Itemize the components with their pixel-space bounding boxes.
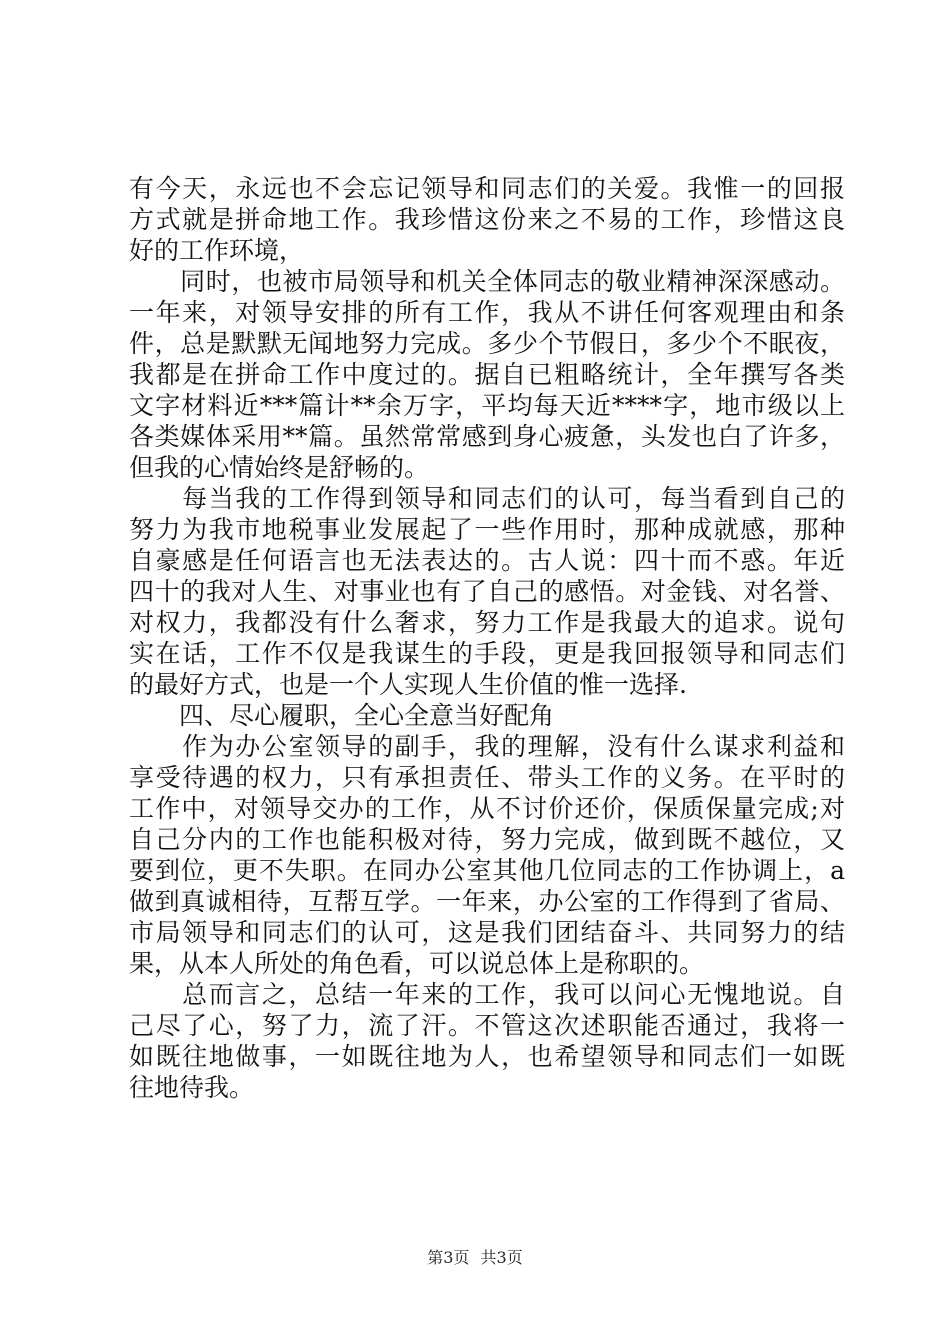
text-line: 如既往地做事，一如既往地为人，也希望领导和同志们一如既 — [129, 1042, 845, 1071]
text-line: 己尽了心，努了力，流了汗。不管这次述职能否通过，我将一 — [129, 1011, 845, 1040]
text-line: 同时，也被市局领导和机关全体同志的敬业精神深深感动。 — [129, 267, 845, 296]
text-line: 四十的我对人生、对事业也有了自己的感悟。对金钱、对名誉、 — [129, 577, 845, 606]
text-line: 市局领导和同志们的认可，这是我们团结奋斗、共同努力的结 — [129, 918, 845, 947]
text-line: 总而言之，总结一年来的工作，我可以问心无愧地说。自 — [129, 980, 845, 1009]
page-footer — [0, 1248, 950, 1268]
text-line: 自己分内的工作也能积极对待，努力完成，做到既不越位，又 — [129, 825, 845, 854]
text-line: 实在话，工作不仅是我谋生的手段，更是我回报领导和同志们 — [129, 639, 845, 668]
text-line: 有今天，永远也不会忘记领导和同志们的关爱。我惟一的回报 — [129, 174, 845, 203]
text-line: 我都是在拼命工作中度过的。据自已粗略统计，全年撰写各类 — [129, 360, 845, 389]
text-line: 工作中，对领导交办的工作，从不讨价还价，保质保量完成;对 — [129, 794, 845, 823]
text-line: 每当我的工作得到领导和同志们的认可，每当看到自己的 — [129, 484, 845, 513]
text-line: 的最好方式，也是一个人实现人生价值的惟一选择. — [129, 670, 687, 699]
text-line: 一年来，对领导安排的所有工作，我从不讲任何客观理由和条 — [129, 298, 845, 327]
text-line: 要到位，更不失职。在同办公室其他几位同志的工作协调上，a — [129, 856, 845, 885]
text-line: 方式就是拼命地工作。我珍惜这份来之不易的工作，珍惜这良 — [129, 205, 845, 234]
page-number: 第3页 — [427, 1248, 470, 1267]
text-line: 做到真诚相待，互帮互学。一年来，办公室的工作得到了省局、 — [129, 887, 845, 916]
text-line: 努力为我市地税事业发展起了一些作用时，那种成就感，那种 — [129, 515, 845, 544]
text-line: 好的工作环境， — [129, 236, 305, 265]
text-line: 文字材料近***篇计**余万字，平均每天近****字，地市级以上 — [129, 391, 845, 420]
text-line: 享受待遇的权力，只有承担责任、带头工作的义务。在平时的 — [129, 763, 845, 792]
text-line: 往地待我。 — [129, 1073, 255, 1102]
text-line: 果，从本人所处的角色看，可以说总体上是称职的。 — [129, 949, 705, 978]
text-line: 但我的心情始终是舒畅的。 — [129, 453, 430, 482]
text-line: 件，总是默默无闻地努力完成。多少个节假日，多少个不眠夜， — [129, 329, 845, 358]
text-line: 自豪感是任何语言也无法表达的。古人说：四十而不惑。年近 — [129, 546, 845, 575]
text-line: 作为办公室领导的副手，我的理解，没有什么谋求利益和 — [129, 732, 845, 761]
text-line: 对权力，我都没有什么奢求，努力工作是我最大的追求。说句 — [129, 608, 845, 637]
text-line: 各类媒体采用**篇。虽然常常感到身心疲惫，头发也白了许多， — [129, 422, 845, 451]
text-line: 四、尽心履职，全心全意当好配角 — [129, 701, 555, 730]
document-body — [129, 173, 845, 1103]
page-total: 共3页 — [480, 1248, 523, 1267]
